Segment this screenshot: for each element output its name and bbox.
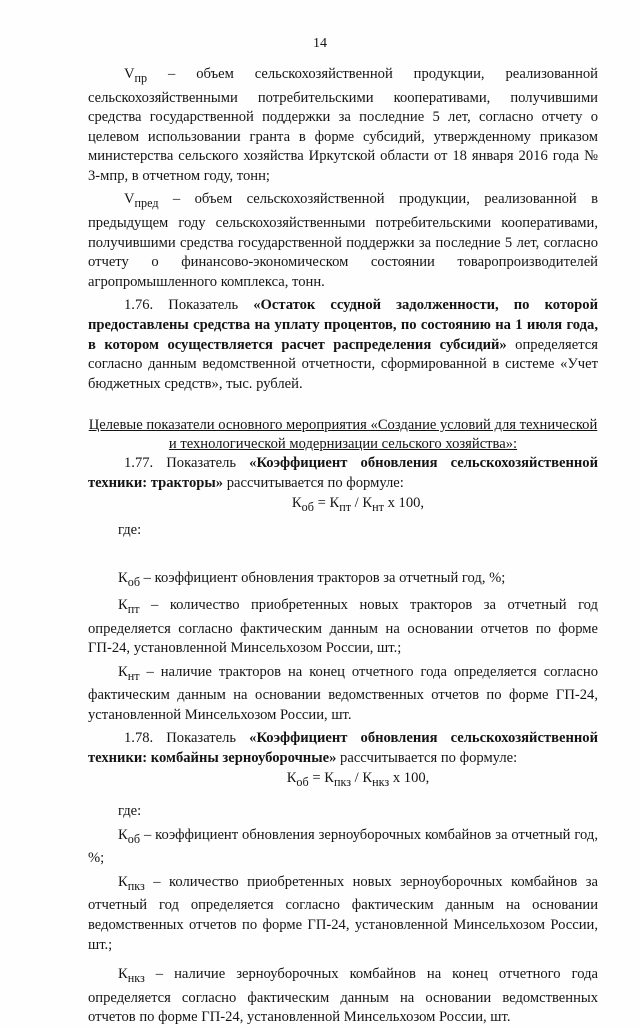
indicator-tail: рассчитывается по формуле: xyxy=(223,474,404,491)
definition-v-pr xyxy=(88,65,598,186)
symbol-subscript: нкз xyxy=(127,971,145,986)
formula-subscript: об xyxy=(296,774,309,789)
symbol: К xyxy=(118,597,128,614)
definition-text: – объем сельскохозяйственной продукции, реализованной в предыдущем году сельскохозяйственными потребительскими кооперативами, получившими средства государственной поддержки за последние 5 лет, согласно отчету о финансово-экономическом состоянии товаропроизводителей агропромышленного комплекса, тонн. xyxy=(88,191,598,290)
symbol-subscript: об xyxy=(127,831,140,846)
formula-part: = К xyxy=(313,494,340,511)
definition-v-pred xyxy=(88,190,598,292)
symbol: V xyxy=(124,66,135,82)
symbol: К xyxy=(118,873,128,890)
symbol: К xyxy=(118,826,128,843)
symbol-subscript: пред xyxy=(134,196,159,211)
document-body xyxy=(88,65,598,1028)
formula-combines xyxy=(88,769,598,793)
definition-k-ob-tractors xyxy=(88,569,598,593)
formula-subscript: об xyxy=(301,499,314,514)
formula-subscript: пкз xyxy=(333,774,352,789)
symbol-subscript: об xyxy=(127,574,140,589)
formula-part: / К xyxy=(351,769,373,786)
symbol: К xyxy=(118,663,128,680)
page-number: 14 xyxy=(313,36,327,51)
symbol: К xyxy=(118,569,128,586)
where-label: где: xyxy=(118,803,142,820)
indicator-1-78 xyxy=(88,729,598,768)
definition-k-ob-combines xyxy=(88,826,598,869)
formula-subscript: нт xyxy=(372,499,384,514)
definition-text: – наличие зерноуборочных комбайнов на конец отчетного года определяется согласно фактическим данным на основании ведомственных отчетов по форме ГП-24, установленной Минсельхозом России, шт. xyxy=(88,966,598,1026)
formula-part: = К xyxy=(308,769,334,786)
formula-tractors xyxy=(88,494,598,518)
section-heading: Целевые показатели основного мероприятия «Создание условий для технической и технологической модернизации сельского хозяйства»: xyxy=(88,417,598,453)
definition-text: – объем сельскохозяйственной продукции, реализованной сельскохозяйственными потребительскими кооперативами, получившими средства государственной поддержки за последние 5 лет, согласно отчету о целевом использовании гранта в форме субсидий, утвержденному приказом министерства сельского хозяйства Иркутской области от 18 января 2016 года № 3-мпр, в отчетном году, тонн; xyxy=(88,66,598,184)
indicator-title: «Остаток ссудной задолженности, по которой предоставлены средства на уплату процентов, по состоянию на 1 июля года, в котором осуществляется расчет распределения субсидий» xyxy=(88,297,598,353)
formula-subscript: нкз xyxy=(372,774,390,789)
definition-text: – наличие тракторов на конец отчетного года определяется согласно фактическим данным на основании ведомственных отчетов по форме ГП-24, установленной Минсельхозом России, шт. xyxy=(88,663,598,723)
indicator-1-77 xyxy=(88,454,598,493)
definition-k-nt xyxy=(88,663,598,726)
symbol-subscript: пт xyxy=(127,602,140,616)
where-label: где: xyxy=(118,522,142,538)
indicator-title: «Коэффициент обновления сельскохозяйственной техники: комбайны зерноуборочные» xyxy=(88,730,598,767)
indicator-1-76 xyxy=(88,296,598,394)
formula-subscript: пт xyxy=(339,499,352,514)
definition-k-pt xyxy=(88,596,598,659)
definition-text: – коэффициент обновления зерноуборочных комбайнов за отчетный год, %; xyxy=(88,826,598,867)
symbol-subscript: пкз xyxy=(127,878,145,893)
definition-k-nkz xyxy=(88,965,598,1028)
formula-part: К xyxy=(286,769,297,786)
definition-text: – количество приобретенных новых зерноуборочных комбайнов за отчетный год определяется согласно фактическим данным на основании ведомственных отчетов по форме ГП-24, установленной Минсельхозом России, шт.; xyxy=(88,873,598,953)
indicator-lead: 1.78. Показатель xyxy=(124,730,250,747)
symbol: К xyxy=(118,966,128,983)
symbol-subscript: нт xyxy=(127,668,140,683)
formula-part: / К xyxy=(351,494,373,511)
indicator-tail: рассчитывается по формуле: xyxy=(336,750,518,767)
indicator-tail: определяется согласно данным ведомственной отчетности, сформированной в системе «Учет бюджетных средств», тыс. рублей. xyxy=(88,336,598,392)
definition-k-pkz xyxy=(88,873,598,955)
indicator-lead: 1.76. Показатель xyxy=(124,297,254,314)
formula-part: К xyxy=(291,494,302,511)
formula-part: х 100, xyxy=(389,769,430,786)
symbol: V xyxy=(124,191,135,208)
formula-part: х 100, xyxy=(383,494,425,511)
indicator-lead: 1.77. Показатель xyxy=(124,455,250,472)
symbol-subscript: пр xyxy=(134,70,148,85)
definition-text: – количество приобретенных новых тракторов за отчетный год определяется согласно фактическим данным на основании отчетов по форме ГП-24, установленной Минсельхозом России, шт.; xyxy=(88,597,598,657)
indicator-title: «Коэффициент обновления сельскохозяйственной техники: тракторы» xyxy=(88,455,598,491)
definition-text: – коэффициент обновления тракторов за отчетный год, %; xyxy=(140,569,506,586)
